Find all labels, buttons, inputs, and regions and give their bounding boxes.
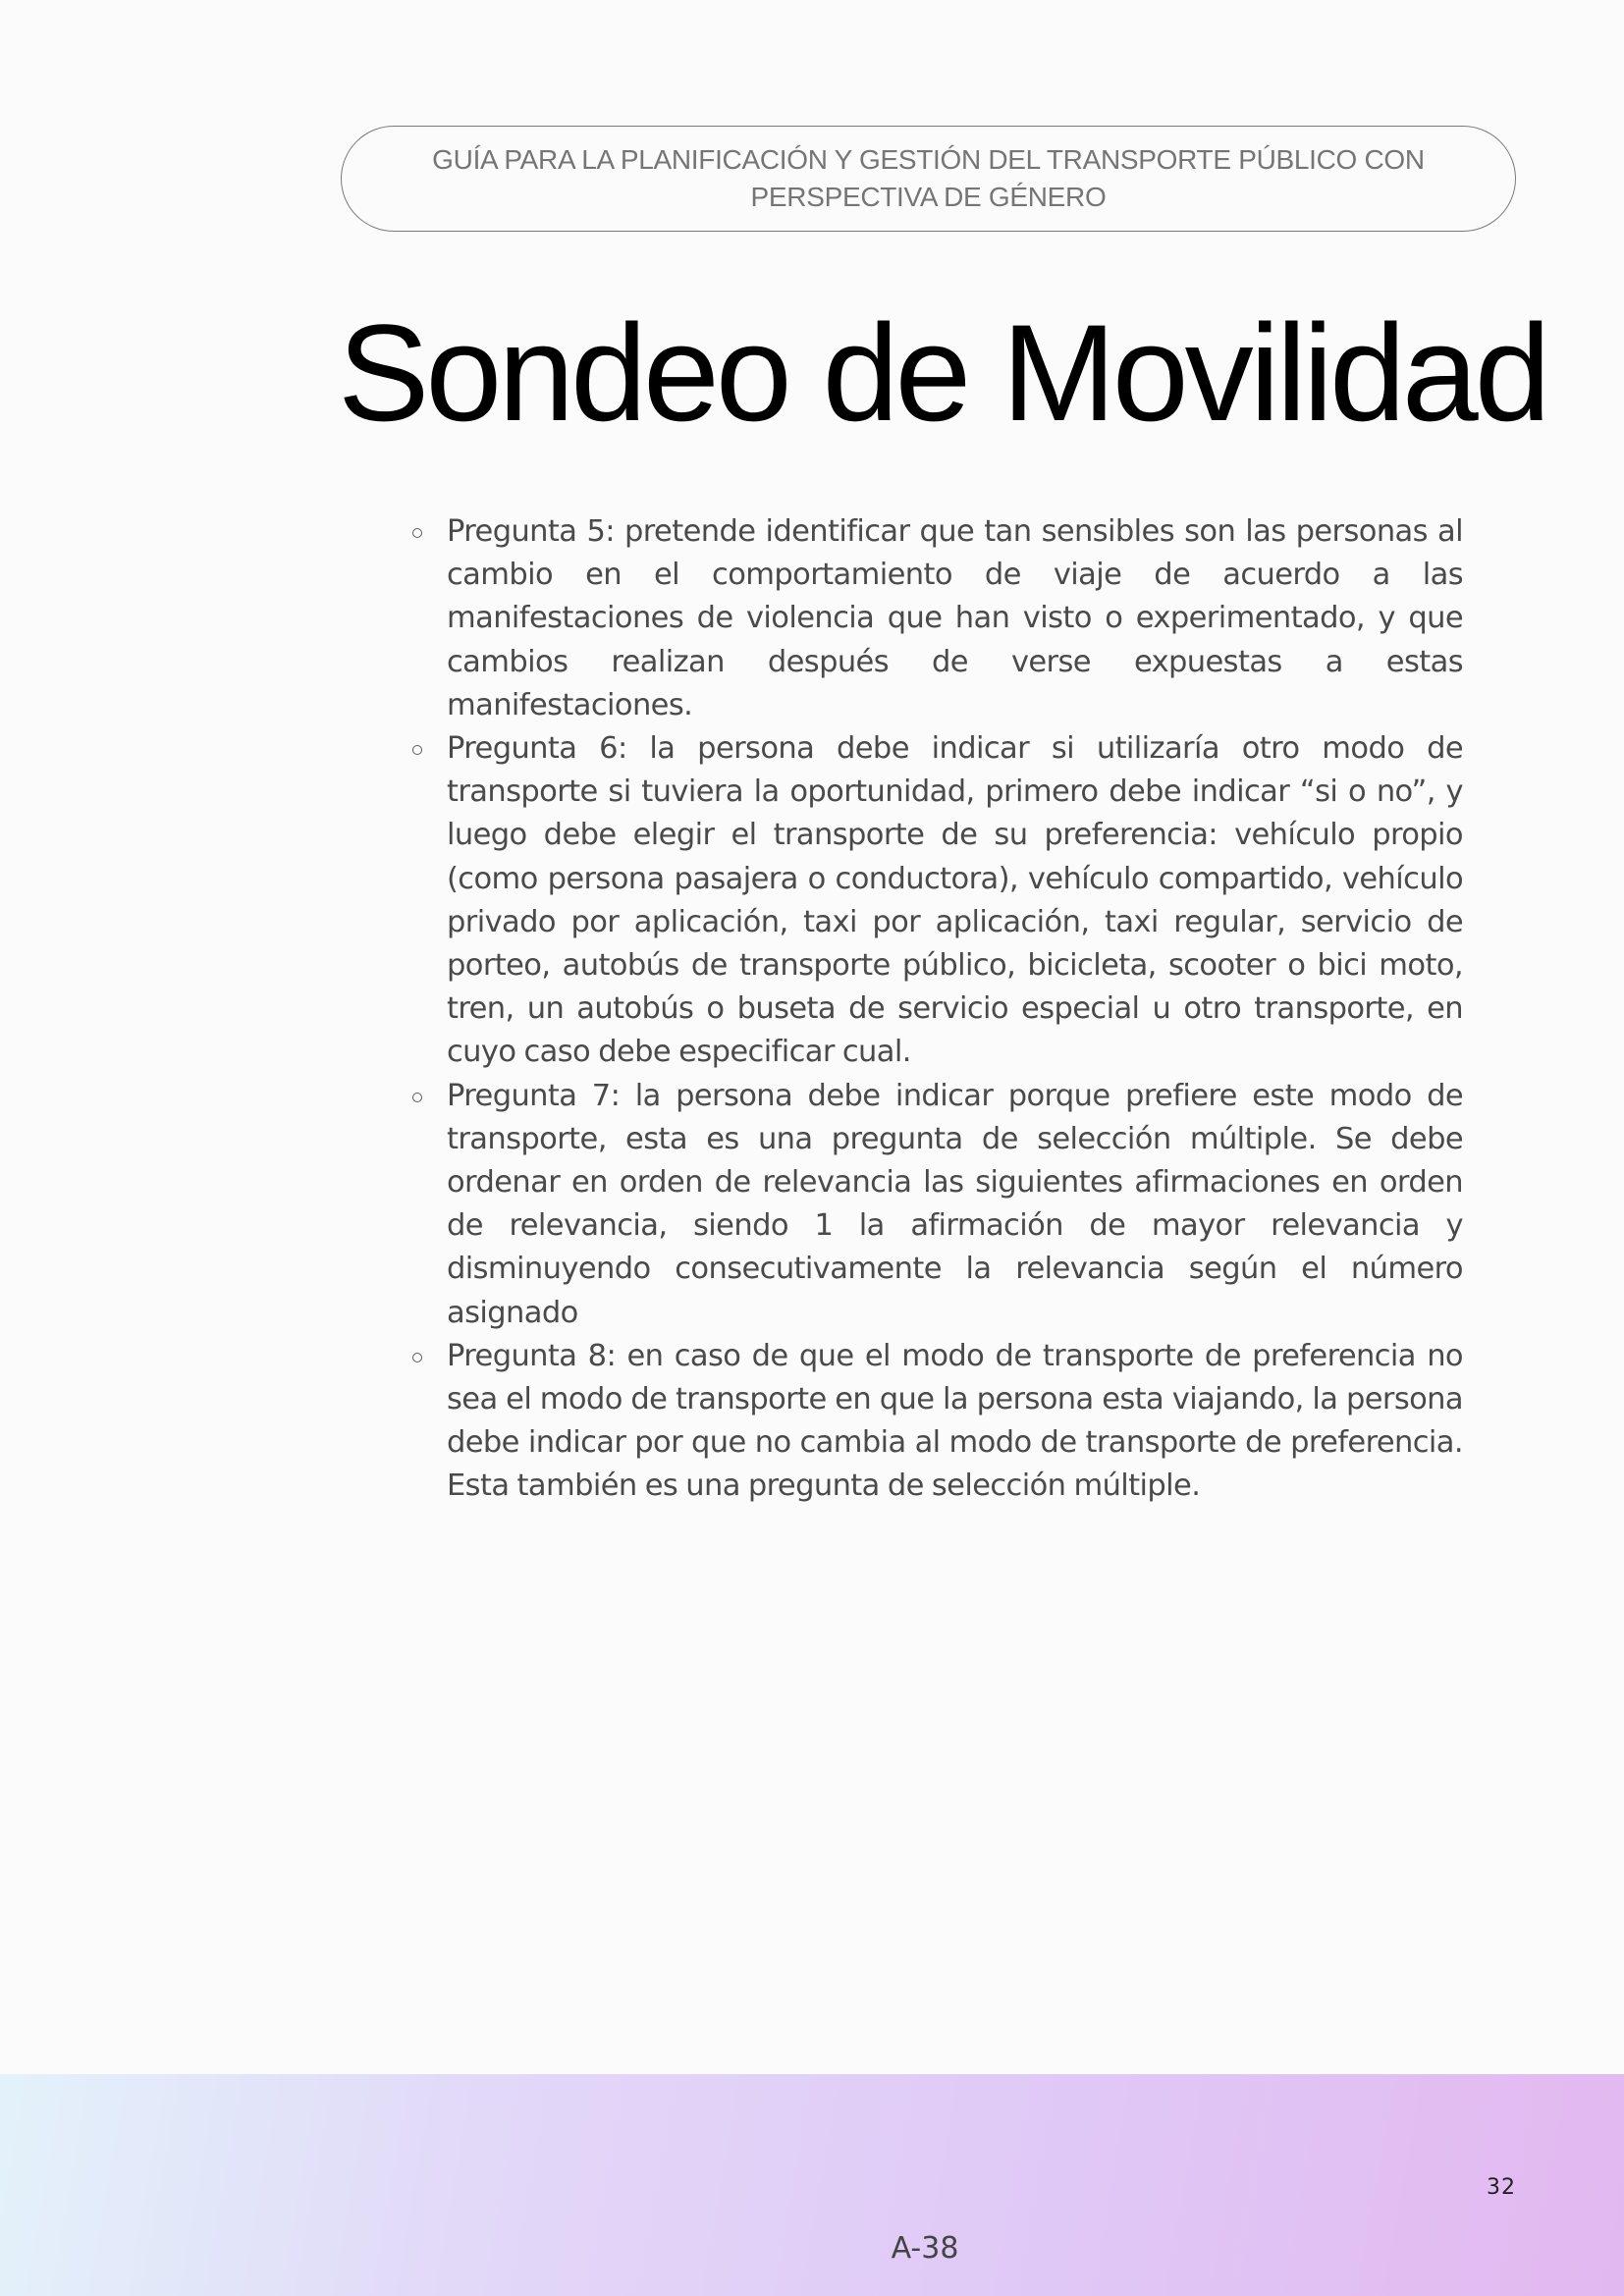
- page-number: 32: [1487, 2175, 1516, 2200]
- document-header: [341, 126, 1516, 232]
- list-item-text: Pregunta 5: pretende identificar que tan sensibles son las personas al cambio en el comportamiento de viaje de acuerdo a las manifestaciones de violencia que han visto o experimentado, y que cambios realizan después de verse expuestas a estas manifestaciones.: [447, 514, 1463, 722]
- bullet-circle-icon: [412, 528, 422, 538]
- bullet-circle-icon: [412, 1353, 422, 1362]
- list-item: [410, 727, 1463, 1075]
- list-item-text: Pregunta 8: en caso de que el modo de transporte de preferencia no sea el modo de transporte en que la persona esta viajando, la persona debe indicar por que no cambia al modo de transporte de preferencia. Esta también es una pregunta de selección múltiple.: [447, 1338, 1463, 1504]
- bullet-circle-icon: [412, 745, 422, 755]
- page-code: A-38: [891, 2231, 959, 2266]
- question-list: [410, 510, 1463, 1509]
- header-text: GUÍA PARA LA PLANIFICACIÓN Y GESTIÓN DEL TRANSPORTE PÚBLICO CON PERSPECTIVA DE GÉNERO: [432, 144, 1425, 212]
- bullet-circle-icon: [412, 1093, 422, 1102]
- list-item-text: Pregunta 6: la persona debe indicar si utilizaría otro modo de transporte si tuviera la oportunidad, primero debe indicar “si o no”, y luego debe elegir el transporte de su preferencia: vehículo propio (como persona pasajera o conductora), vehículo compartido, vehículo privado por aplicación, taxi por aplicación, taxi regular, servicio de porteo, autobús de transporte público, bicicleta, scooter o bici moto, tren, un autobús o buseta de servicio especial u otro transporte, en cuyo caso debe especificar cual.: [447, 731, 1463, 1070]
- page-title: Sondeo de Movilidad: [338, 295, 1547, 450]
- list-item: [410, 510, 1463, 727]
- list-item: [410, 1075, 1463, 1335]
- list-item-text: Pregunta 7: la persona debe indicar porque prefiere este modo de transporte, esta es una pregunta de selección múltiple. Se debe ordenar en orden de relevancia las siguientes afirmaciones en orden de relevancia, siendo 1 la afirmación de mayor relevancia y disminuyendo consecutivamente la relevancia según el número asignado: [447, 1078, 1463, 1330]
- list-item: [410, 1335, 1463, 1509]
